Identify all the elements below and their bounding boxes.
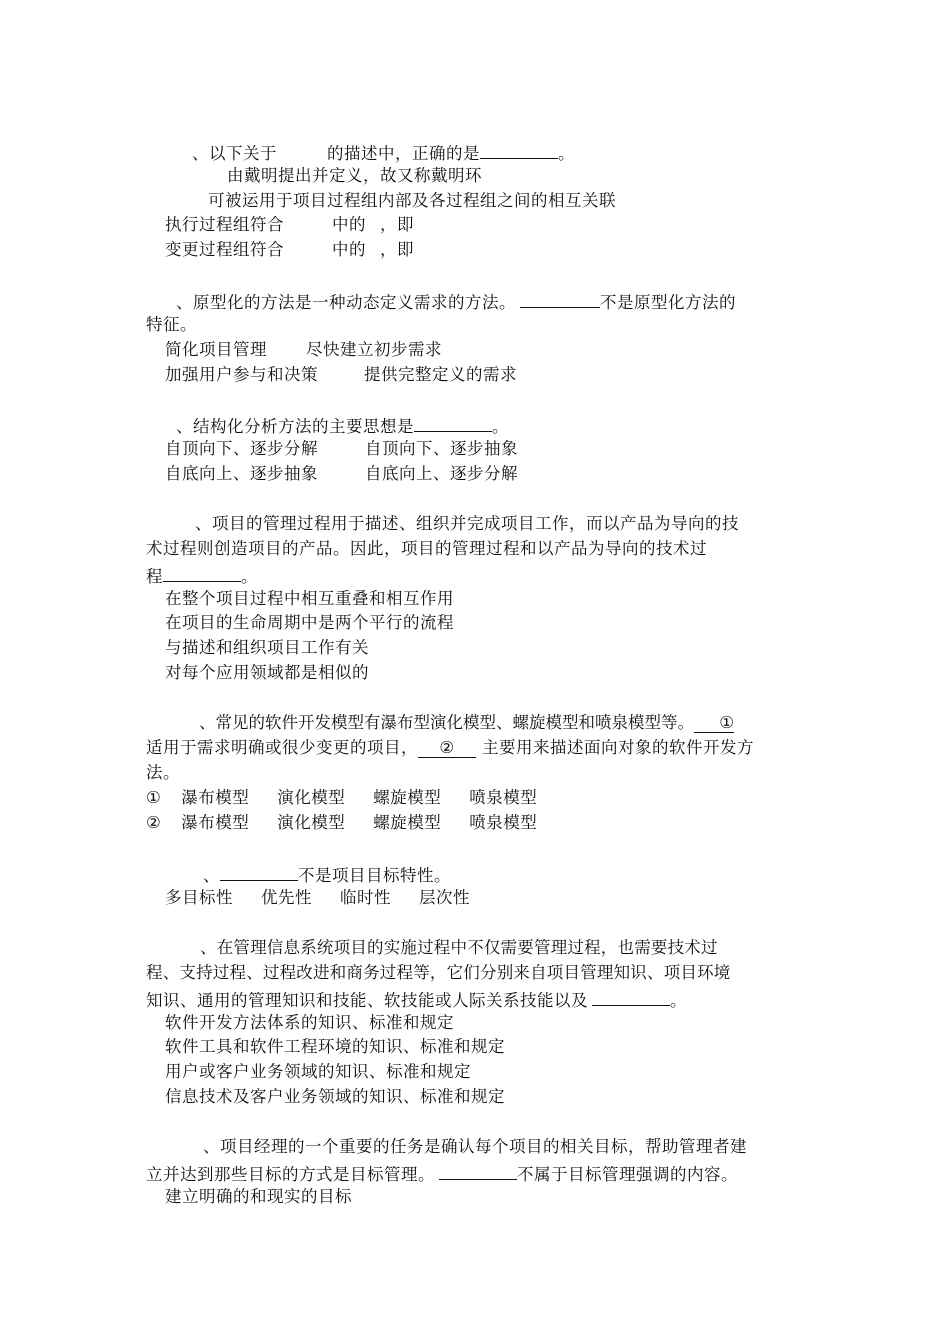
answer-blank-2 [418,737,476,758]
q5-stem-line1 [199,712,734,734]
answer-blank [163,563,241,582]
q5-row1-option-c: 螺旋模型 [373,788,442,807]
q2-stem-a: 、原型化的方法是一种动态定义需求的方法。 [176,293,516,312]
q6-option-d: 层次性 [419,888,470,907]
q1-option-c-b: 中的 [332,215,366,234]
q5-row1-option-b: 演化模型 [277,788,346,807]
q6-option-a: 多目标性 [165,888,233,907]
q4-option-b: 在项目的生命周期中是两个平行的流程 [165,613,454,632]
q1-stem-end: 。 [558,144,575,163]
q3-option-a: 自顶向下、逐步分解 [165,439,318,458]
q3-option-d: 自底向上、逐步分解 [365,464,518,483]
q4-option-a: 在整个项目过程中相互重叠和相互作用 [165,589,454,608]
q5-row-2 [146,812,537,834]
blank-marker-1: ① [719,713,734,732]
q1-option-d-b: 中的 [332,240,366,259]
q2-option-d: 提供完整定义的需求 [364,365,517,384]
answer-blank [480,140,558,159]
q7-stem-line2: 程、支持过程、过程改进和商务过程等，它们分别来自项目管理知识、项目环境 [146,963,731,982]
q4-stem-line1: 、项目的管理过程用于描述、组织并完成项目工作，而以产品为导向的技 [195,514,739,533]
q2-option-b: 尽快建立初步需求 [306,340,442,359]
q8-stem-line2-a: 立并达到那些目标的方式是目标管理。 [146,1165,435,1184]
q7-stem-line3-a: 知识、通用的管理知识和技能、软技能或人际关系技能以及 [146,991,588,1010]
q5-stem-line1-a: 、常见的软件开发模型有瀑布型演化模型、螺旋模型和喷泉模型等。 [199,713,694,732]
q4-stem-end: 。 [241,567,258,586]
q7-option-c: 用户或客户业务领域的知识、标准和规定 [165,1062,471,1081]
row-marker: ② [146,813,162,832]
q4-option-d: 对每个应用领域都是相似的 [165,663,369,682]
q7-stem-end: 。 [670,991,687,1010]
q8-stem-line2 [146,1161,738,1186]
q6-options [165,887,470,909]
answer-blank [220,862,298,881]
q4-stem-line3-a: 程 [146,567,163,586]
q2-stem-b: 不是原型化方法的 [600,293,736,312]
q1-option-b: 可被运用于项目过程组内部及各过程组之间的相互关联 [208,191,616,210]
q5-stem-line2 [146,737,754,759]
q1-option-d [165,239,414,261]
q1-stem [192,140,575,165]
q1-option-d-a: 变更过程组符合 [165,240,284,259]
q2-option-a: 简化项目管理 [165,340,267,359]
q5-row1-option-a: 瀑布模型 [181,788,250,807]
answer-blank [592,987,670,1006]
q5-row2-option-d: 喷泉模型 [469,813,538,832]
q1-option-c [165,214,414,236]
q3-stem-end: 。 [492,417,509,436]
q3-option-b: 自顶向下、逐步抽象 [365,439,518,458]
q1-option-d-c: ，即 [380,240,414,259]
q5-row2-option-b: 演化模型 [277,813,346,832]
q3-stem-a: 、结构化分析方法的主要思想是 [176,417,414,436]
q3-stem [176,413,509,438]
q4-option-c: 与描述和组织项目工作有关 [165,638,369,657]
q4-stem-line2: 术过程则创造项目的产品。因此，项目的管理过程和以产品为导向的技术过 [146,539,707,558]
q8-stem-line1: 、项目经理的一个重要的任务是确认每个项目的相关目标，帮助管理者建 [203,1137,747,1156]
q6-option-b: 优先性 [261,888,312,907]
q3-option-c: 自底向上、逐步抽象 [165,464,318,483]
q6-option-c: 临时性 [340,888,391,907]
q1-stem-b: 的描述中，正确的是 [327,144,480,163]
q7-option-a: 软件开发方法体系的知识、标准和规定 [165,1013,454,1032]
answer-blank [414,413,492,432]
q2-stem [176,289,736,314]
q7-option-d: 信息技术及客户业务领域的知识、标准和规定 [165,1087,505,1106]
blank-marker-2: ② [439,738,455,757]
q8-stem-line2-b: 不属于目标管理强调的内容。 [517,1165,738,1184]
q4-stem-line3 [146,563,258,588]
answer-blank-1 [694,712,734,733]
q1-option-a: 由戴明提出并定义，故又称戴明环 [227,166,482,185]
q5-stem-line2-a: 适用于需求明确或很少变更的项目， [146,738,418,757]
answer-blank [520,289,600,308]
q2-option-c: 加强用户参与和决策 [165,365,318,384]
q6-stem-a: 、 [203,866,220,885]
q7-stem-line1: 、在管理信息系统项目的实施过程中不仅需要管理过程，也需要技术过 [200,938,718,957]
q5-stem-line2-c: 主要用来描述面向对象的软件开发方 [482,738,754,757]
q2-stem-cont: 特征。 [146,315,197,334]
answer-blank [439,1161,517,1180]
q5-stem-line3: 法。 [146,763,180,782]
q5-row1-option-d: 喷泉模型 [469,788,538,807]
q7-option-b: 软件工具和软件工程环境的知识、标准和规定 [165,1037,505,1056]
q1-option-c-a: 执行过程组符合 [165,215,284,234]
q6-stem [203,862,451,887]
q1-option-c-c: ，即 [380,215,414,234]
q7-stem-line3 [146,987,687,1012]
row-marker: ① [146,788,162,807]
q6-stem-b: 不是项目目标特性。 [298,866,451,885]
q5-row2-option-c: 螺旋模型 [373,813,442,832]
q5-row2-option-a: 瀑布模型 [181,813,250,832]
q8-option-a: 建立明确的和现实的目标 [165,1187,352,1206]
q5-row-1 [146,787,537,809]
q1-stem-a: 、以下关于 [192,144,277,163]
